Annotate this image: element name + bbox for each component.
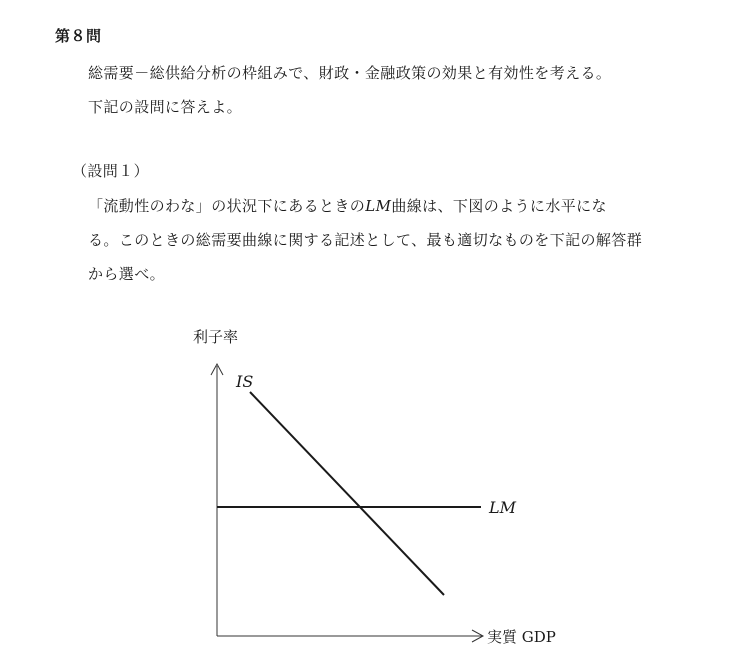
subquestion-paragraph-line-2: る。このときの総需要曲線に関する記述として、最も適切なものを下記の解答群 bbox=[88, 231, 643, 249]
paragraph-lm-term: LM bbox=[365, 197, 392, 215]
lm-label: LM bbox=[489, 498, 517, 517]
intro-line-2: 下記の設問に答えよ。 bbox=[88, 98, 243, 116]
paragraph-text-b: 曲線は、下図のように水平にな bbox=[391, 197, 607, 215]
paragraph-text-a: 「流動性のわな」の状況下にあるときの bbox=[88, 197, 366, 215]
subquestion-paragraph-line-3: から選べ。 bbox=[88, 265, 166, 283]
is-curve bbox=[250, 392, 444, 595]
subquestion-label: （設問１） bbox=[72, 162, 150, 180]
is-label: IS bbox=[236, 372, 254, 391]
intro-line-1: 総需要－総供給分析の枠組みで、財政・金融政策の効果と有効性を考える。 bbox=[88, 64, 612, 82]
y-axis-label: 利子率 bbox=[193, 328, 239, 346]
question-heading: 第８問 bbox=[55, 27, 102, 45]
x-axis-label: 実質 GDP bbox=[487, 628, 556, 646]
